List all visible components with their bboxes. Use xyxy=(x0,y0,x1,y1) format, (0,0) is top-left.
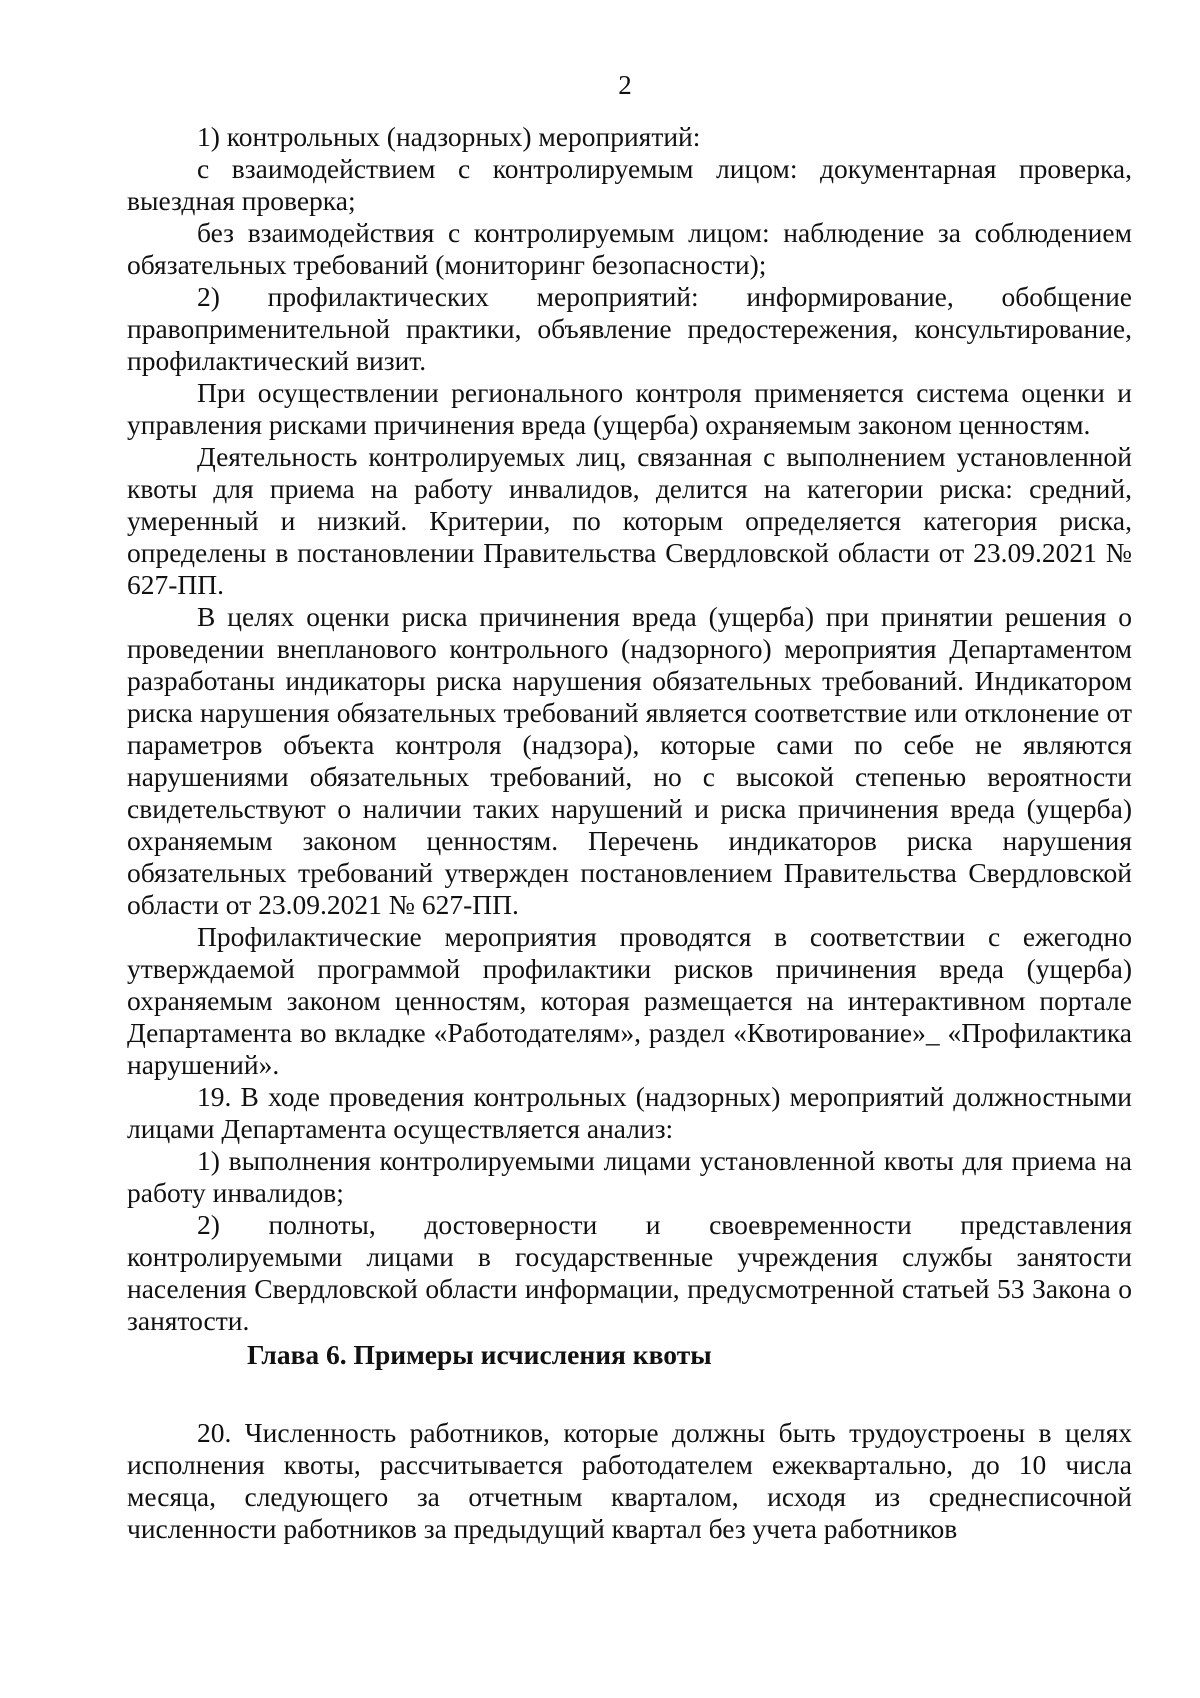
paragraph: 2) полноты, достоверности и своевременности представления контролируемыми лицами в государственные учреждения службы занятости населения Свердловской области информации, предусмотренной статьей 53 Закона о занятости. xyxy=(127,1209,1132,1336)
paragraph: В целях оценки риска причинения вреда (ущерба) при принятии решения о проведении внепланового контрольного (надзорного) мероприятия Департаментом разработаны индикаторы риска нарушения обязательных требований. Индикатором риска нарушения обязательных требований является соответствие или отклонение от параметров объекта контроля (надзора), которые сами по себе не являются нарушениями обязательных требований, но с высокой степенью вероятности свидетельствуют о наличии таких нарушений и риска причинения вреда (ущерба) охраняемым законом ценностям. Перечень индикаторов риска нарушения обязательных требований утвержден постановлением Правительства Свердловской области от 23.09.2021 № 627-ПП. xyxy=(127,601,1132,920)
document-body xyxy=(127,121,1132,1545)
paragraph: При осуществлении регионального контроля применяется система оценки и управления рисками причинения вреда (ущерба) охраняемым законом ценностям. xyxy=(127,377,1132,440)
paragraph: без взаимодействия с контролируемым лицом: наблюдение за соблюдением обязательных требований (мониторинг безопасности); xyxy=(127,217,1132,280)
paragraph: с взаимодействием с контролируемым лицом: документарная проверка, выездная проверка; xyxy=(127,153,1132,216)
paragraph: 2) профилактических мероприятий: информирование, обобщение правоприменительной практики, объявление предостережения, консультирование, профилактический визит. xyxy=(127,281,1132,376)
paragraph: Деятельность контролируемых лиц, связанная с выполнением установленной квоты для приема на работу инвалидов, делится на категории риска: средний, умеренный и низкий. Критерии, по которым определяется категория риска, определены в постановлении Правительства Свердловской области от 23.09.2021 № 627-ПП. xyxy=(127,441,1132,600)
paragraph: 19. В ходе проведения контрольных (надзорных) мероприятий должностными лицами Департамента осуществляется анализ: xyxy=(127,1081,1132,1144)
paragraph: 1) выполнения контролируемыми лицами установленной квоты для приема на работу инвалидов; xyxy=(127,1145,1132,1208)
page-number: 2 xyxy=(618,70,632,100)
paragraph: 1) контрольных (надзорных) мероприятий: xyxy=(197,121,701,152)
paragraph: Профилактические мероприятия проводятся в соответствии с ежегодно утверждаемой программой профилактики рисков причинения вреда (ущерба) охраняемым законом ценностям, которая размещается на интерактивном портале Департамента во вкладке «Работодателям», раздел «Квотирование»_ «Профилактика нарушений». xyxy=(127,921,1132,1080)
paragraph: 20. Численность работников, которые должны быть трудоустроены в целях исполнения квоты, рассчитывается работодателем ежеквартально, до 10 числа месяца, следующего за отчетным кварталом, исходя из среднесписочной численности работников за предыдущий квартал без учета работников xyxy=(127,1417,1132,1544)
chapter-heading: Глава 6. Примеры исчисления квоты xyxy=(247,1339,712,1370)
